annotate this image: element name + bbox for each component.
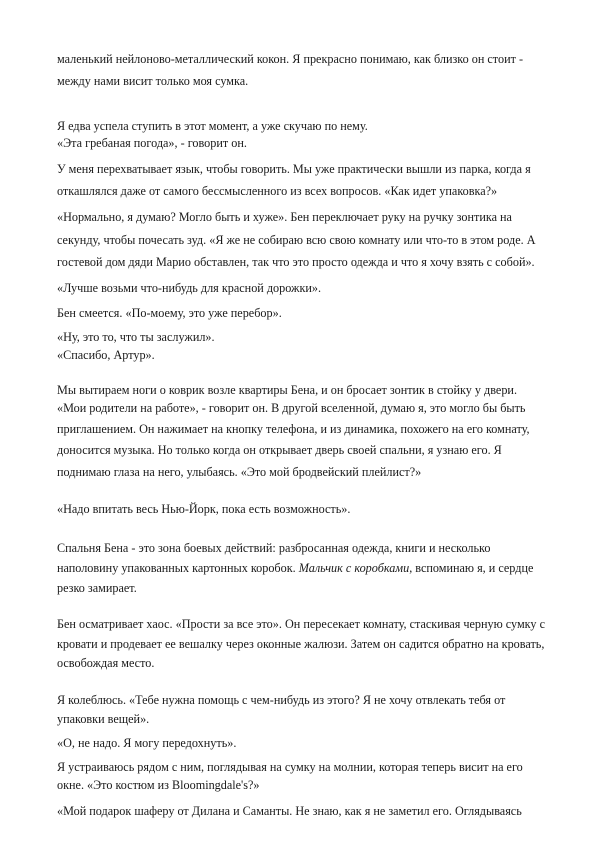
text-line: «Спасибо, Артур». [57, 348, 155, 362]
text-line: поднимаю глаза на него, улыбаясь. «Это мой бродвейский плейлист?» [57, 465, 422, 479]
text-line: маленький нейлоново-металлический кокон. Я прекрасно понимаю, как близко он стоит - [57, 52, 524, 66]
text-line: гостевой дом дяди Марио обставлен, так что это просто одежда и что я хочу взять с собой». [57, 255, 535, 269]
text-line: приглашением. Он нажимает на кнопку телефона, и из динамика, похожего на его комнату, [57, 422, 530, 436]
text-line: доносится музыка. Но только когда он открывает дверь своей спальни, я узнаю его. Я [57, 443, 502, 457]
text-line: секунду, чтобы почесать зуд. «Я же не собираю всю свою комнату или что-то в этом роде. А [57, 233, 536, 247]
text-line: У меня перехватывает язык, чтобы говорить. Мы уже практически вышли из парка, когда я [57, 162, 531, 176]
text-line: кровати и продевает ее вешалку через оконные жалюзи. Затем он садится обратно на кровать, [57, 637, 545, 651]
text-line: «Мои родители на работе», - говорит он. В другой вселенной, думаю я, это могло бы быть [57, 401, 526, 415]
text-line: «Надо впитать весь Нью-Йорк, пока есть возможность». [57, 502, 351, 516]
text-line: упаковки вещей». [57, 712, 150, 726]
text-line: Мы вытираем ноги о коврик возле квартиры Бена, и он бросает зонтик в стойку у двери. [57, 383, 518, 397]
text-line: Я колеблюсь. «Тебе нужна помощь с чем-нибудь из этого? Я не хочу отвлекать тебя от [57, 693, 506, 707]
text-line: резко замирает. [57, 581, 137, 595]
text-line: «Нормально, я думаю? Могло быть и хуже». Бен переключает руку на ручку зонтика на [57, 210, 512, 224]
text-line: между нами висит только моя сумка. [57, 74, 249, 88]
text-line: Спальня Бена - это зона боевых действий: разбросанная одежда, книги и несколько [57, 541, 491, 555]
text-line: окне. «Это костюм из Bloomingdale's?» [57, 778, 260, 792]
text-line: «Эта гребаная погода», - говорит он. [57, 136, 247, 150]
text-line: Бен осматривает хаос. «Прости за все это». Он пересекает комнату, стаскивая черную сумку с [57, 617, 545, 631]
text-segment: , вспоминаю я, и сердце [409, 561, 534, 575]
italic-phrase: Мальчик с коробками [298, 561, 410, 575]
text-segment: наполовину упакованных картонных коробок. [57, 561, 296, 575]
text-line: откашлялся даже от самого бессмысленного из всех вопросов. «Как идет упаковка?» [57, 184, 498, 198]
text-line: «Ну, это то, что ты заслужил». [57, 330, 215, 344]
text-line: «Мой подарок шаферу от Дилана и Саманты. Не знаю, как я не заметил его. Оглядываясь [57, 804, 522, 818]
text-line: освобождая место. [57, 656, 155, 670]
text-line: «Лучше возьми что-нибудь для красной дорожки». [57, 281, 322, 295]
text-line: «О, не надо. Я могу передохнуть». [57, 736, 237, 750]
text-line [57, 561, 533, 575]
text-line: Бен смеется. «По-моему, это уже перебор». [57, 306, 282, 320]
text-line: Я едва успела ступить в этот момент, а уже скучаю по нему. [57, 119, 368, 133]
text-line: Я устраиваюсь рядом с ним, поглядывая на сумку на молнии, которая теперь висит на его [57, 760, 523, 774]
